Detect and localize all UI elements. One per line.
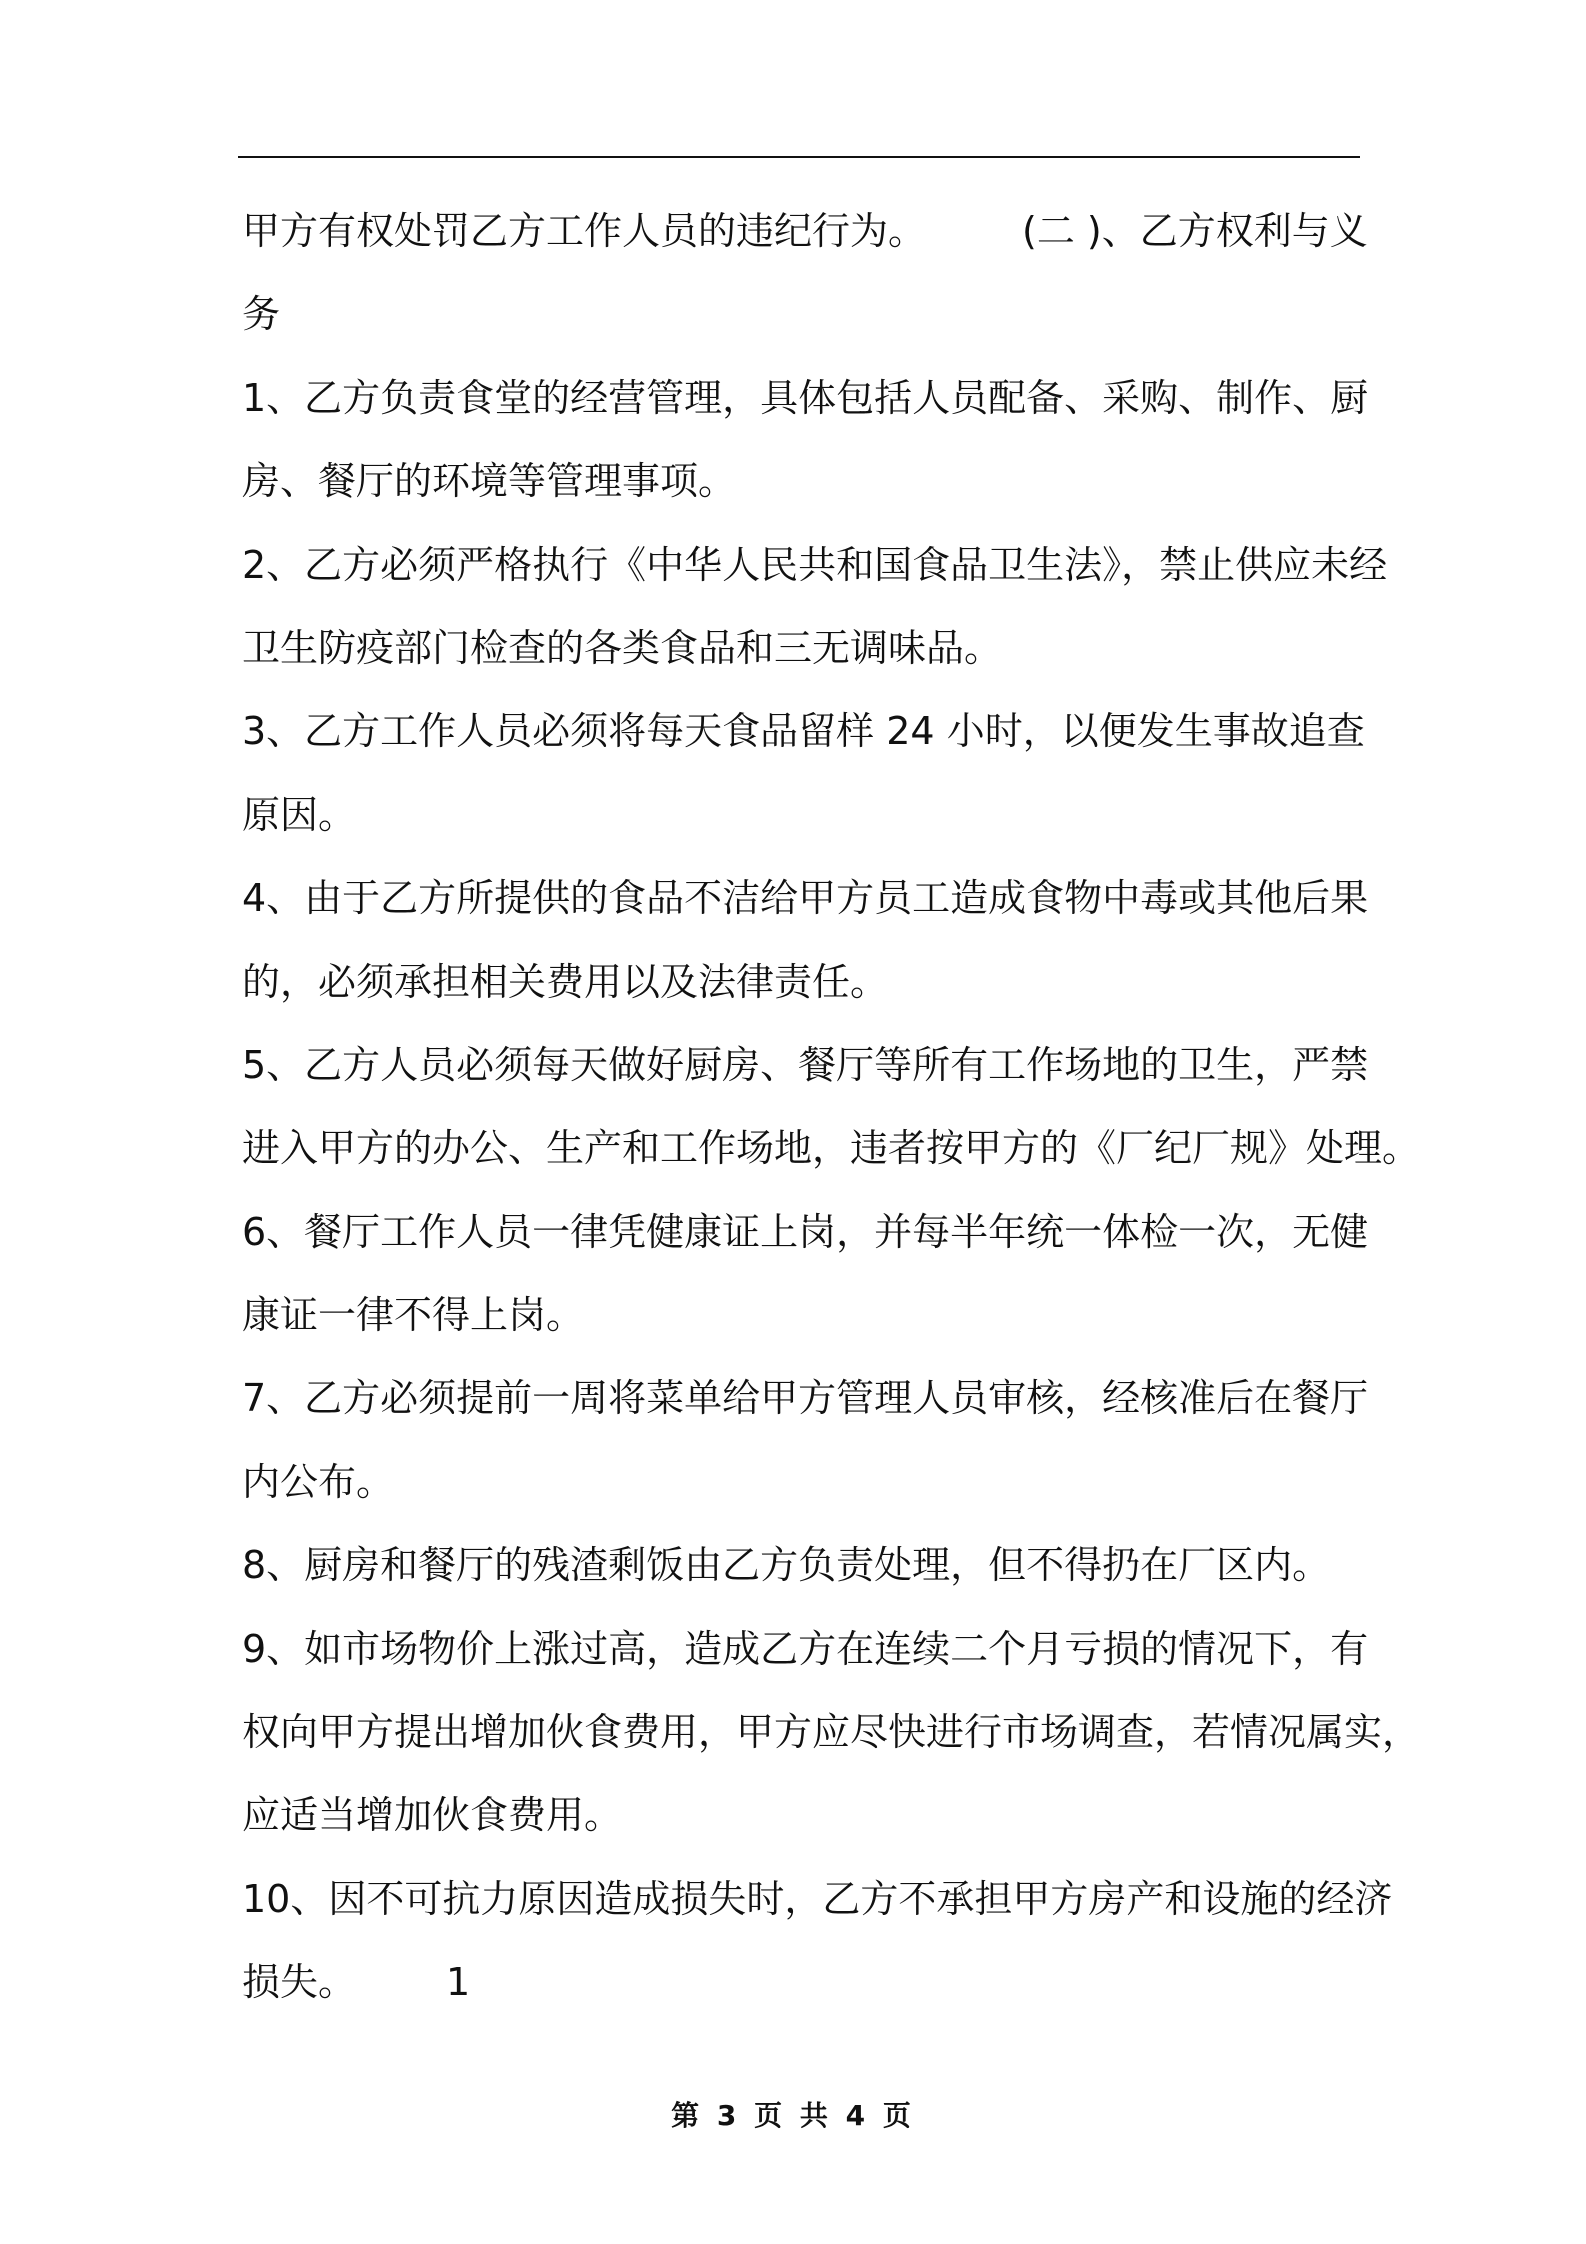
body-line-15: 7、乙方必须提前一周将菜单给甲方管理人员审核，经核准后在餐厅 [242, 1376, 1369, 1421]
body-line-20: 应适当增加伙食费用。 [242, 1793, 623, 1838]
page-footer [0, 2094, 1586, 2134]
body-line-1-text: 甲方有权处罚乙方工作人员的违纪行为。 [242, 209, 927, 253]
section-heading-text: (二 )、乙方权利与义 [1022, 209, 1368, 253]
body-line-1 [242, 190, 1368, 273]
body-line-19: 权向甲方提出增加伙食费用，甲方应尽快进行市场调查，若情况属实， [242, 1710, 1421, 1755]
body-line-10: 的，必须承担相关费用以及法律责任。 [242, 959, 889, 1004]
body-line-12: 进入甲方的办公、生产和工作场地，违者按甲方的《厂纪厂规》处理。 [242, 1126, 1421, 1171]
body-line-2: 务 [242, 292, 281, 337]
body-line-13: 6、餐厅工作人员一律凭健康证上岗，并每半年统一体检一次，无健 [242, 1209, 1369, 1254]
page-number-label: 第 3 页 共 4 页 [671, 2099, 915, 2132]
body-line-17: 8、厨房和餐厅的残渣剩饭由乙方负责处理，但不得扔在厂区内。 [242, 1543, 1331, 1588]
body-line-22-text: 损失。 [242, 1960, 357, 2005]
body-line-22 [242, 1941, 1360, 2024]
body-line-3: 1、乙方负责食堂的经营管理，具体包括人员配备、采购、制作、厨 [242, 375, 1369, 420]
body-line-16: 内公布。 [242, 1459, 395, 1504]
inline-number: 1 [446, 1960, 471, 2005]
body-line-5: 2、乙方必须严格执行《中华人民共和国食品卫生法》，禁止供应未经 [242, 542, 1388, 587]
body-line-14: 康证一律不得上岗。 [242, 1293, 585, 1338]
body-line-9: 4、由于乙方所提供的食品不洁给甲方员工造成食物中毒或其他后果 [242, 876, 1369, 921]
document-body [242, 190, 1421, 2025]
header-rule [238, 156, 1360, 158]
body-line-18: 9、如市场物价上涨过高，造成乙方在连续二个月亏损的情况下，有 [242, 1626, 1369, 1671]
body-line-7: 3、乙方工作人员必须将每天食品留样 24 小时，以便发生事故追查 [242, 709, 1365, 754]
body-line-8: 原因。 [242, 792, 357, 837]
body-line-6: 卫生防疫部门检查的各类食品和三无调味品。 [242, 625, 1003, 670]
body-line-4: 房、餐厅的环境等管理事项。 [242, 459, 737, 504]
body-line-11: 5、乙方人员必须每天做好厨房、餐厅等所有工作场地的卫生，严禁 [242, 1042, 1369, 1087]
body-line-21: 10、因不可抗力原因造成损失时，乙方不承担甲方房产和设施的经济 [242, 1876, 1393, 1921]
